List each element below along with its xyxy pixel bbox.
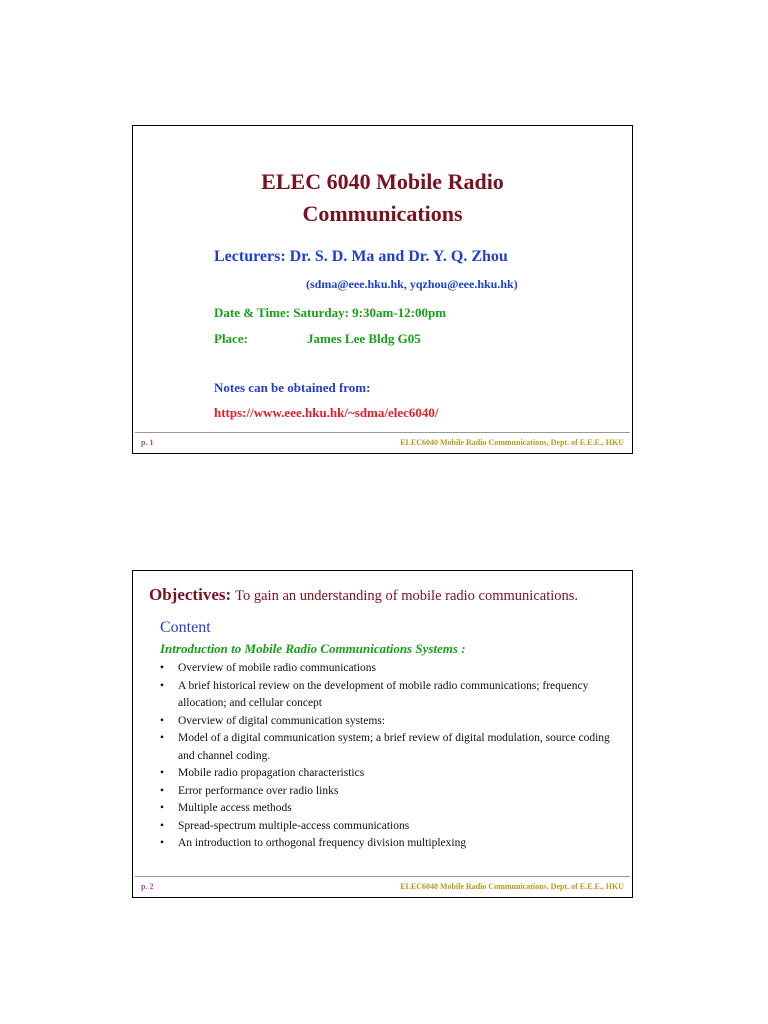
slide-1	[132, 125, 633, 454]
list-item: • Multiple access methods	[160, 800, 620, 818]
objectives-text: To gain an understanding of mobile radio communications.	[235, 588, 579, 604]
place-value: James Lee Bldg G05	[307, 331, 421, 346]
page-number: p. 1	[141, 438, 154, 447]
lecturer-emails: (sdma@eee.hku.hk, yqzhou@eee.hku.hk)	[306, 277, 518, 291]
slide-footer: ELEC6040 Mobile Radio Communications, Dept. of E.E.E., HKU	[400, 438, 624, 447]
slide-2	[132, 570, 633, 898]
page-number: p. 2	[141, 882, 154, 891]
title-line-1: ELEC 6040 Mobile Radio	[261, 169, 504, 194]
notes-label: Notes can be obtained from:	[214, 380, 371, 395]
list-item: • Spread-spectrum multiple-access communications	[160, 818, 620, 836]
slide-footer: ELEC6040 Mobile Radio Communications, Dept. of E.E.E., HKU	[400, 882, 624, 891]
slide-title	[133, 166, 632, 230]
date-time: Date & Time: Saturday: 9:30am-12:00pm	[214, 305, 447, 320]
list-item: • A brief historical review on the development of mobile radio communications; frequency allocation; and cellular concept	[160, 678, 620, 713]
footer-divider	[135, 432, 630, 433]
lecturers-line: Lecturers: Dr. S. D. Ma and Dr. Y. Q. Zhou	[214, 248, 508, 265]
footer-divider	[135, 876, 630, 877]
section-title: Introduction to Mobile Radio Communications Systems :	[160, 641, 466, 656]
list-item: • Model of a digital communication system; a brief review of digital modulation, source coding and channel coding.	[160, 730, 620, 765]
title-line-2: Communications	[302, 201, 463, 226]
content-list	[160, 660, 620, 853]
list-item: • Overview of mobile radio communications	[160, 660, 620, 678]
list-item: • An introduction to orthogonal frequency division multiplexing	[160, 835, 620, 853]
objectives-heading	[149, 585, 578, 605]
place-label: Place:	[214, 331, 248, 346]
notes-url-link[interactable]: https://www.eee.hku.hk/~sdma/elec6040/	[214, 405, 439, 420]
list-item: • Overview of digital communication systems:	[160, 713, 620, 731]
list-item: • Error performance over radio links	[160, 783, 620, 801]
content-label: Content	[160, 619, 211, 636]
objectives-label: Objectives:	[149, 585, 232, 604]
list-item: • Mobile radio propagation characteristics	[160, 765, 620, 783]
